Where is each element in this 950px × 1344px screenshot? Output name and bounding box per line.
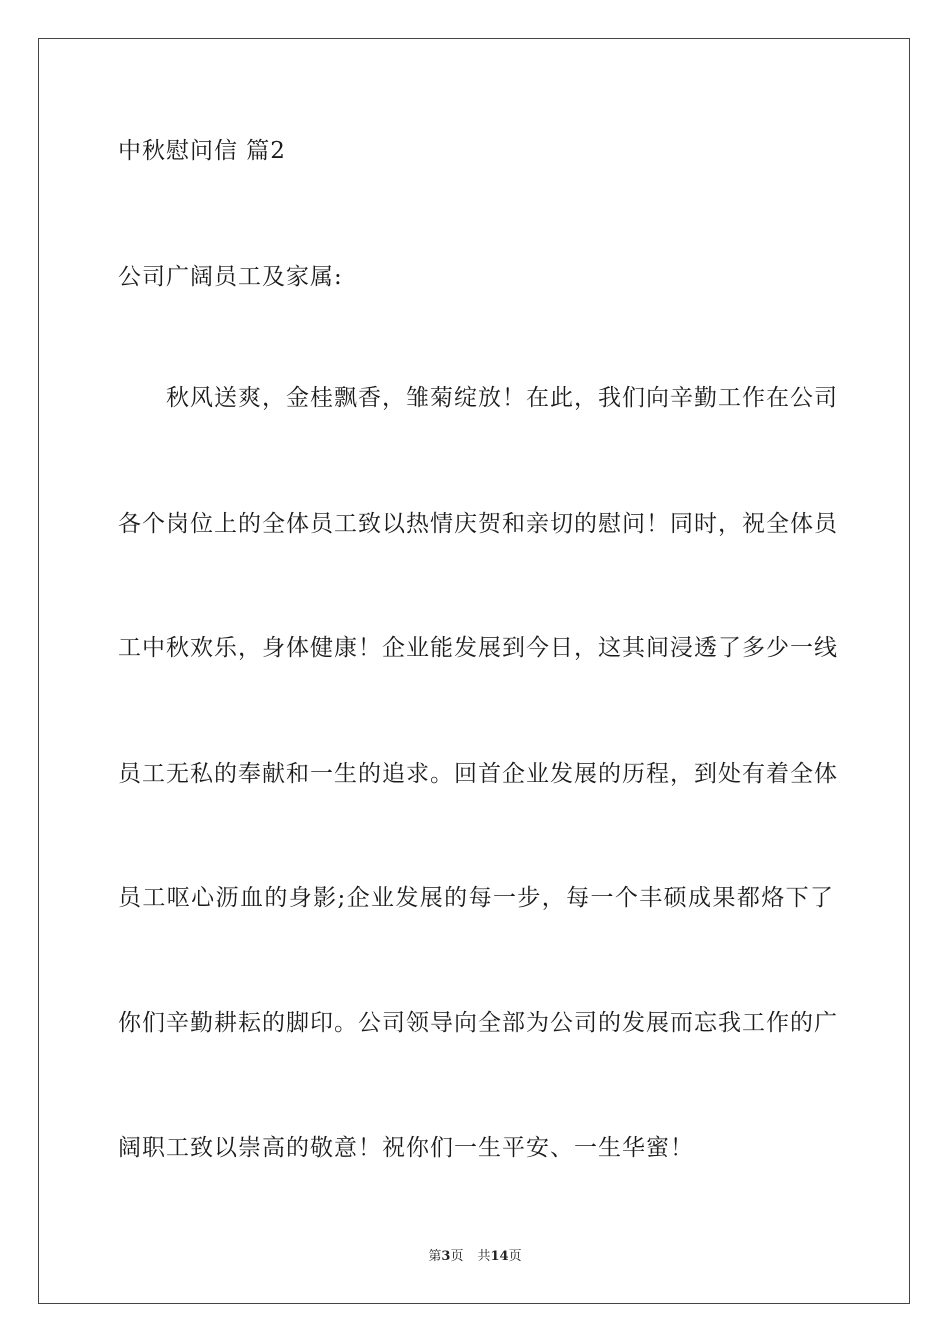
body-line-3: 工中秋欢乐，身体健康！企业能发展到今日，这其间浸透了多少一线 [118,635,838,661]
body-line-1: 秋风送爽，金桂飘香，雏菊绽放！在此，我们向辛勤工作在公司 [118,385,838,411]
body-line-4: 员工无私的奉献和一生的追求。回首企业发展的历程，到处有着全体 [118,761,838,787]
page-suffix: 页 [450,1249,464,1264]
body-line-2: 各个岗位上的全体员工致以热情庆贺和亲切的慰问！同时，祝全体员 [118,511,838,537]
page-number: 3 [441,1249,451,1264]
total-pages: 14 [490,1249,509,1264]
body-line-6: 你们辛勤耕耘的脚印。公司领导向全部为公司的发展而忘我工作的广 [118,1010,838,1036]
total-suffix: 页 [508,1249,522,1264]
document-title: 中秋慰问信 篇2 [118,138,286,164]
page-prefix: 第 [428,1249,442,1264]
body-line-5: 员工呕心沥血的身影;企业发展的每一步，每一个丰硕成果都烙下了 [118,885,834,911]
page-footer [0,1248,950,1266]
salutation: 公司广阔员工及家属: [118,264,343,290]
page-border [38,38,910,1304]
total-prefix: 共 [477,1249,491,1264]
body-line-7: 阔职工致以崇高的敬意！祝你们一生平安、一生华蜜！ [118,1135,694,1161]
